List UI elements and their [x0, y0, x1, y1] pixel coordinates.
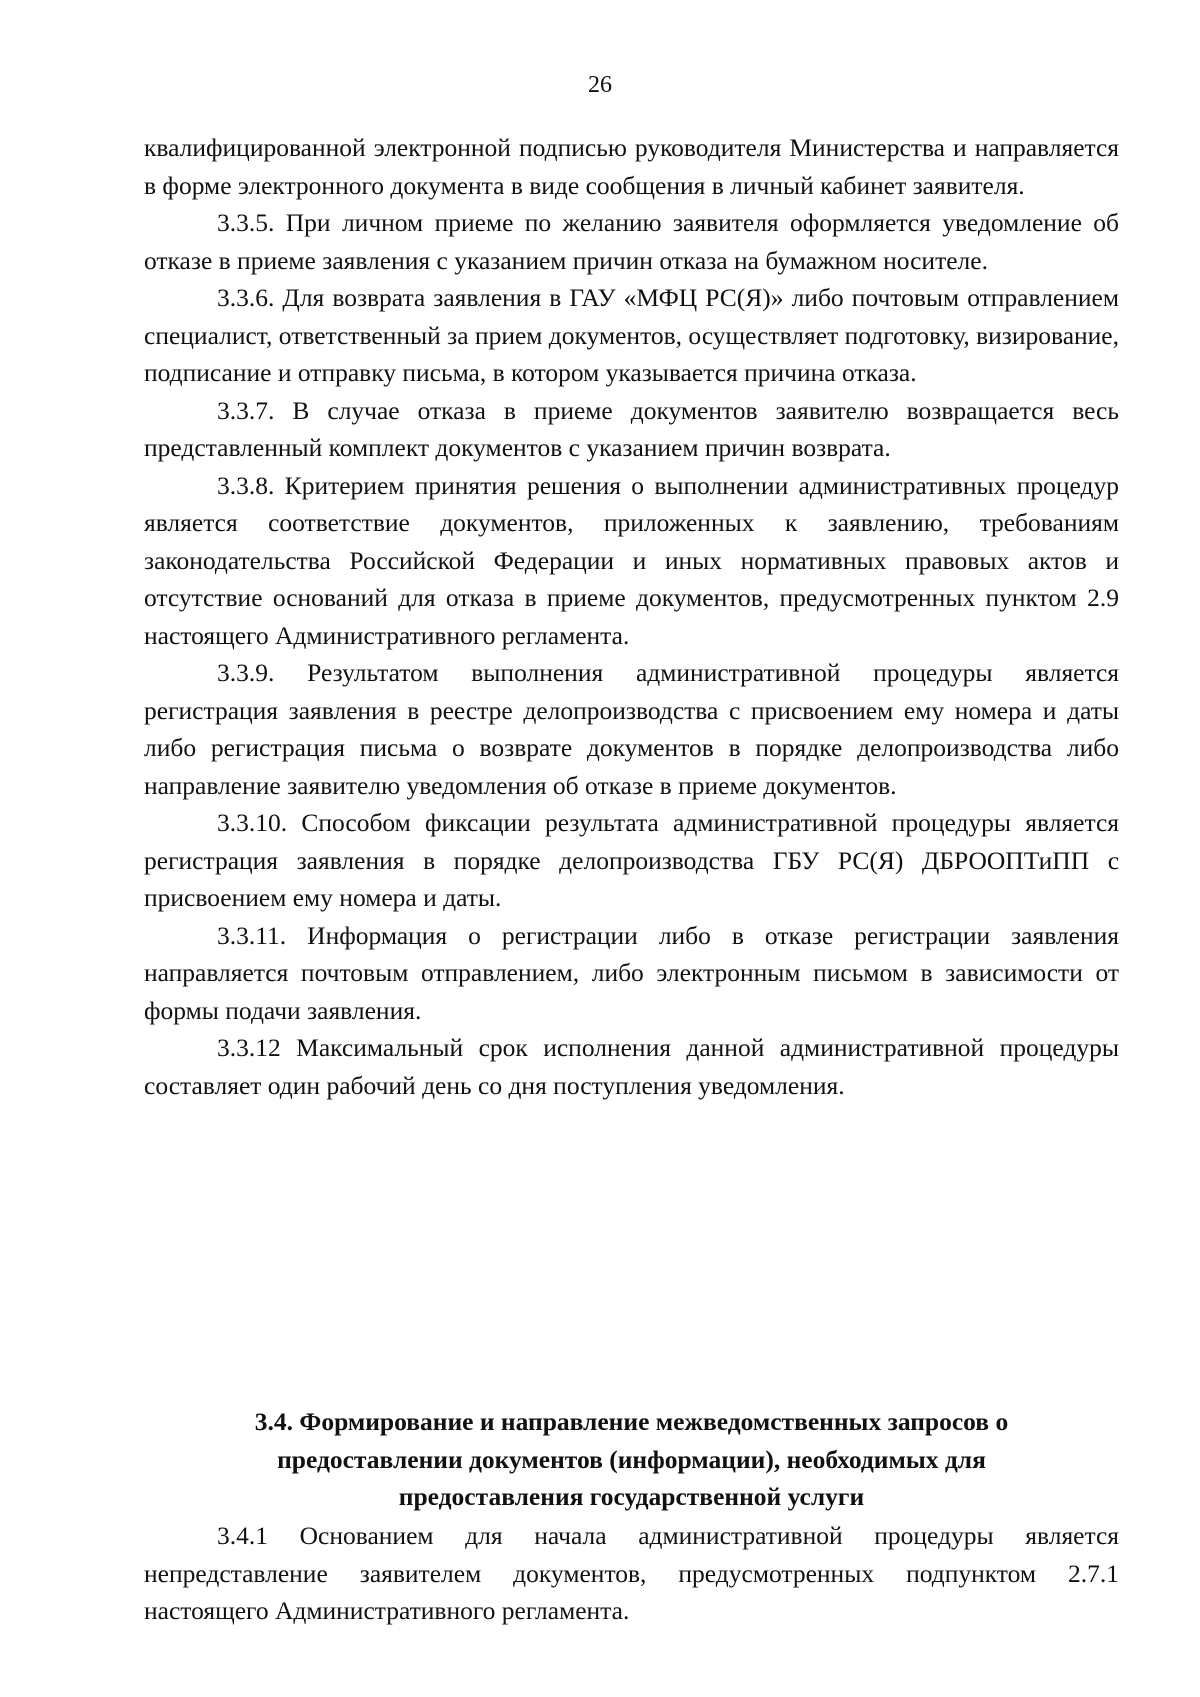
paragraph-continuation: квалифицированной электронной подписью руководителя Министерства и направляется в форме электронного документа в виде сообщения в личный кабинет заявителя.: [144, 133, 1120, 200]
section-heading-line: 3.4. Формирование и направление межведомственных запросов о: [254, 1407, 1009, 1436]
paragraph-3-3-5: 3.3.5. При личном приеме по желанию заявителя оформляется уведомление об отказе в приеме заявления с указанием причин отказа на бумажном носителе.: [144, 208, 1119, 275]
paragraph-3-3-8: 3.3.8. Критерием принятия решения о выполнении административных процедур является соответствие документов, приложенных к заявлению, требованиям законодательства Российской Федерации и иных нормативных правовых актов и отсутствие оснований для отказа в приеме документов, предусмотренных пунктом 2.9 настоящего Административного регламента.: [144, 470, 1119, 650]
paragraph-3-4-1: 3.4.1 Основанием для начала административной процедуры является непредставление заявителем документов, предусмотренных подпунктом 2.7.1 настоящего Административного регламента.: [144, 1521, 1119, 1625]
section-heading-line: предоставлении документов (информации), необходимых для: [277, 1444, 986, 1474]
paragraph-3-3-12: 3.3.12 Максимальный срок исполнения данной административной процедуры составляет один рабочий день со дня поступления уведомления.: [144, 1033, 1120, 1100]
section-heading-line: предоставления государственной услуги: [398, 1482, 865, 1511]
paragraph-3-3-11: 3.3.11. Информация о регистрации либо в отказе регистрации заявления направляется почтовым отправлением, либо электронным письмом в зависимости от формы подачи заявления.: [144, 920, 1120, 1025]
paragraph-3-3-6: 3.3.6. Для возврата заявления в ГАУ «МФЦ РС(Я)» либо почтовым отправлением специалист, ответственный за прием документов, осуществляет подготовку, визирование, подписание и отправку письма, в котором указывается причина отказа.: [144, 283, 1119, 387]
page-number: 26: [588, 72, 612, 98]
paragraph-3-3-9: 3.3.9. Результатом выполнения административной процедуры является регистрация заявления в реестре делопроизводства с присвоением ему номера и даты либо регистрация письма о возврате документов в порядке делопроизводства либо направление заявителю уведомления об отказе в приеме документов.: [144, 658, 1120, 800]
paragraph-3-3-7: 3.3.7. В случае отказа в приеме документов заявителю возвращается весь представленный комплект документов с указанием причин возврата.: [144, 395, 1119, 462]
paragraph-3-3-10: 3.3.10. Способом фиксации результата административной процедуры является регистрация заявления в порядке делопроизводства ГБУ РС(Я) ДБРООПТиПП с присвоением ему номера и даты.: [144, 808, 1120, 912]
section-3-4-body: [144, 1517, 1119, 1630]
body-text: [144, 129, 1119, 1104]
section-heading-3-4: [144, 1403, 1119, 1516]
